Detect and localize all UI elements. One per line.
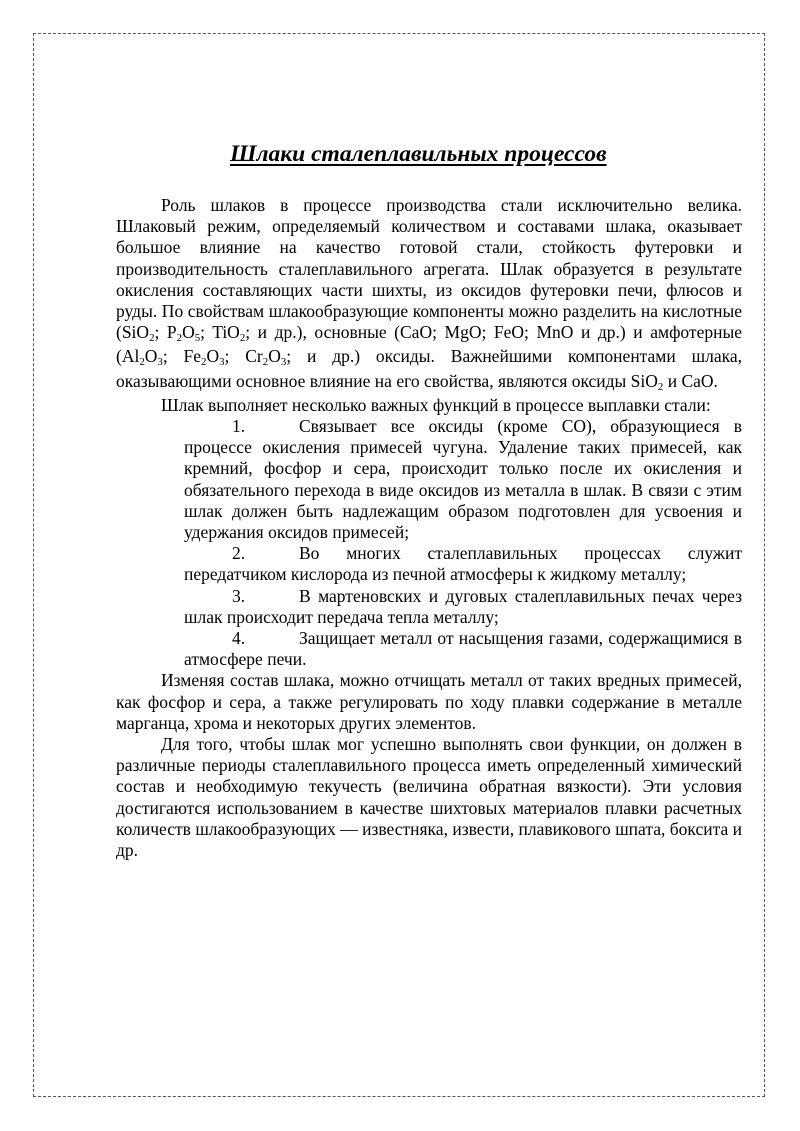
subscript: 3 bbox=[280, 356, 287, 369]
functions-list bbox=[116, 416, 742, 670]
text-run: ; P bbox=[154, 322, 177, 343]
text-run: O bbox=[268, 346, 281, 367]
text-run: ; TiO bbox=[200, 322, 240, 343]
paragraph-conditions: Для того, чтобы шлак мог успешно выполнять свои функции, он должен в различные периоды сталеплавильного процесса иметь определенный химический состав и необходимую текучесть (величина обратная вязкости). Эти условия достигаются использованием в качестве шихтовых материалов плавки расчетных количеств шлакообразующих — известняка, извести, плавикового шпата, боксита и др. bbox=[116, 734, 742, 861]
text-run: и CaO. bbox=[663, 370, 718, 391]
text-run: ; Fe bbox=[162, 346, 202, 367]
paragraph-functions-intro: Шлак выполняет несколько важных функций в процессе выплавки стали: bbox=[161, 394, 711, 415]
text-run: ; и др.) оксиды. Важнейшими компонентами шлака, оказывающими основное влияние на его свойства, являются оксиды SiO bbox=[116, 346, 742, 391]
subscript: 2 bbox=[262, 356, 269, 369]
list-item-text: В мартеновских и дуговых сталеплавильных печах через шлак происходит передача тепла металлу; bbox=[184, 585, 742, 627]
subscript: 3 bbox=[157, 356, 163, 369]
list-item bbox=[184, 416, 742, 543]
list-number: 2. bbox=[232, 543, 246, 564]
list-number: 3. bbox=[232, 585, 246, 606]
list-number: 4. bbox=[232, 628, 246, 649]
document-body bbox=[116, 139, 742, 861]
list-item-text: Защищает металл от насыщения газами, содержащимися в атмосфере печи. bbox=[184, 628, 742, 670]
paragraph-composition: Изменяя состав шлака, можно отчищать металл от таких вредных примесей, как фосфор и сера, а также регулировать по ходу плавки содержание в металле марганца, хрома и некоторых других элементов. bbox=[116, 670, 742, 733]
subscript: 3 bbox=[219, 356, 225, 369]
list-item bbox=[184, 543, 742, 585]
list-item bbox=[184, 628, 742, 670]
paragraph-slag-role bbox=[116, 195, 742, 395]
list-item bbox=[184, 586, 742, 628]
text-run: O bbox=[206, 346, 220, 367]
subscript: 2 bbox=[657, 380, 664, 393]
text-run: Роль шлаков в процессе производства стали исключительно велика. Шлаковый режим, определяемый количеством и составами шлака, оказывает большое влияние на качество готовой стали, стойкость футеровки и производительность сталеплавильного агрегата. Шлак образуется в результате окисления составляющих части шихты, из оксидов футеровки печи, флюсов и руды. По свойствам шлакообразующие компоненты можно разделить на кислотные (SiO bbox=[116, 195, 742, 343]
list-number: 1. bbox=[232, 416, 246, 437]
text-run: O bbox=[144, 346, 158, 367]
list-item-text: Связывает все оксиды (кроме CO), образующиеся в процессе окисления примесей чугуна. Удаление таких примесей, как кремний, фосфор и сера, происходит только после их окисления и обязательного перехода в виде оксидов из металла в шлак. В связи с этим шлак должен быть надлежащим образом подготовлен для усвоения и удержания оксидов примесей; bbox=[184, 416, 742, 543]
text-run: O bbox=[182, 322, 195, 343]
document-title: Шлаки сталеплавильных процессов bbox=[230, 141, 607, 167]
text-run: ; Cr bbox=[224, 346, 263, 367]
subscript: 2 bbox=[176, 332, 183, 345]
subscript: 2 bbox=[239, 332, 246, 345]
text-run: ; и др.), основные (CaO; MgO; FeO; MnO и др.) и амфотерные (Al bbox=[116, 322, 742, 367]
list-item-text: Во многих сталеплавильных процессах служит передатчиком кислорода из печной атмосферы к жидкому металлу; bbox=[184, 543, 742, 585]
subscript: 5 bbox=[194, 332, 201, 345]
subscript: 2 bbox=[139, 356, 145, 369]
subscript: 2 bbox=[149, 332, 155, 345]
subscript: 2 bbox=[201, 356, 207, 369]
